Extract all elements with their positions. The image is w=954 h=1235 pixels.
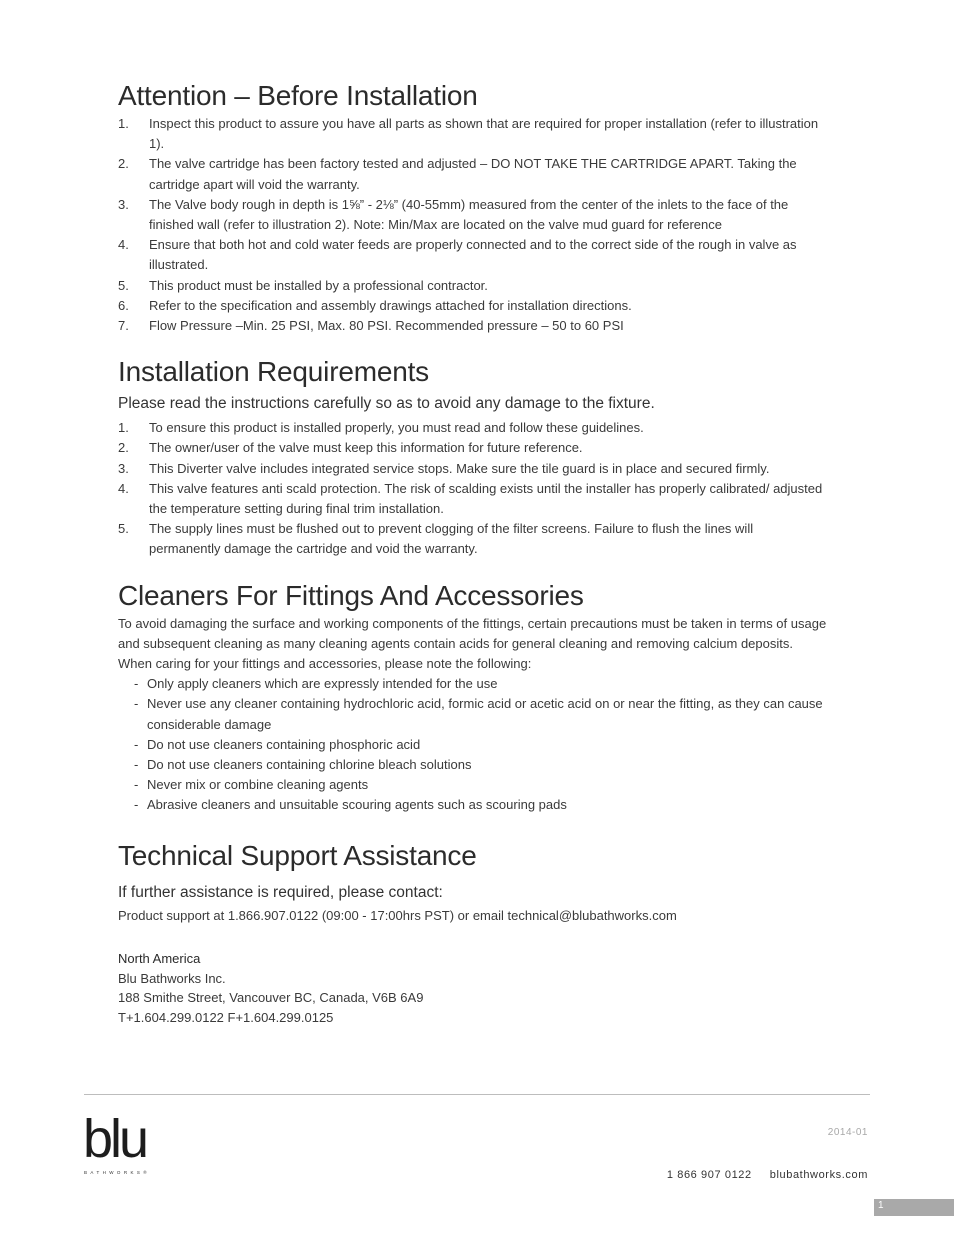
support-heading: Technical Support Assistance [118, 839, 477, 871]
list-item: 1. To ensure this product is installed properly, you must read and follow these guidelines. [118, 420, 644, 436]
list-item: - Do not use cleaners containing phosphoric acid [134, 736, 421, 752]
logo-subtitle: BATHWORKS® [84, 1170, 150, 1175]
support-lead: If further assistance is required, please contact: [118, 883, 443, 901]
list-item: 2. The owner/user of the valve must keep this information for future reference. [118, 440, 583, 456]
cleaners-list [118, 674, 828, 815]
list-item: 1. Inspect this product to assure you have all parts as shown that are required for proper installation (refer to illustration 1). [118, 116, 819, 152]
footer-phone: 1 866 907 0122 [666, 1169, 752, 1181]
requirements-heading: Installation Requirements [118, 356, 429, 388]
list-item: - Only apply cleaners which are expressly intended for the use [134, 676, 498, 692]
attention-list [118, 114, 828, 336]
page-number-tab [874, 1199, 954, 1216]
document-date: 2014-01 [827, 1127, 868, 1138]
logo-wordmark: blu [83, 1109, 147, 1169]
list-item: 3. This Diverter valve includes integrated service stops. Make sure the tile guard is in place and secured firmly. [118, 460, 770, 476]
address-region: North America [118, 951, 201, 967]
document-body [118, 78, 828, 1027]
list-item: 5. This product must be installed by a professional contractor. [118, 277, 488, 293]
support-contact-line: Product support at 1.866.907.0122 (09:00 - 17:00hrs PST) or email technical@blubathworks.com [118, 907, 677, 923]
attention-heading: Attention – Before Installation [118, 80, 478, 111]
cleaners-intro: To avoid damaging the surface and working components of the fittings, certain precautions must be taken in terms of usage and subsequent cleaning as many cleaning agents contain acids for general cleaning and removing calcium deposits. When caring for your fittings and accessories, please note the following: [118, 615, 827, 672]
support-section [118, 838, 828, 1028]
list-item: - Abrasive cleaners and unsuitable scouring agents such as scouring pads [134, 797, 567, 813]
footer-contact [667, 1169, 868, 1181]
blu-logo [83, 1109, 165, 1182]
address-block [118, 949, 828, 1027]
requirements-section [118, 354, 828, 559]
address-phones: T+1.604.299.0122 F+1.604.299.0125 [118, 1009, 334, 1025]
list-item: - Never use any cleaner containing hydrochloric acid, formic acid or acetic acid on or near the fitting, as they can cause considerable damage [134, 696, 823, 732]
address-street: 188 Smithe Street, Vancouver BC, Canada, V6B 6A9 [118, 990, 424, 1006]
page-number: 1 [878, 1200, 884, 1211]
footer-divider [84, 1094, 870, 1095]
list-item: - Never mix or combine cleaning agents [134, 777, 369, 793]
address-company: Blu Bathworks Inc. [118, 970, 226, 986]
list-item: 7. Flow Pressure –Min. 25 PSI, Max. 80 PSI. Recommended pressure – 50 to 60 PSI [118, 318, 624, 334]
requirements-lead: Please read the instructions carefully so as to avoid any damage to the fixture. [118, 395, 655, 413]
list-item: 2. The valve cartridge has been factory tested and adjusted – DO NOT TAKE THE CARTRIDGE APART. Taking the cartridge apart will void the warranty. [118, 156, 797, 192]
footer-website[interactable]: blubathworks.com [769, 1169, 868, 1181]
requirements-list [118, 418, 828, 559]
cleaners-section [118, 578, 828, 816]
attention-section [118, 78, 828, 336]
list-item: 3. The Valve body rough in depth is 1⅝” - 2⅛” (40-55mm) measured from the center of the inlets to the face of the finished wall (refer to illustration 2). Note: Min/Max are located on the valve mud guard for reference [118, 196, 789, 233]
list-item: 6. Refer to the specification and assembly drawings attached for installation directions. [118, 297, 632, 313]
list-item: - Do not use cleaners containing chlorine bleach solutions [134, 757, 472, 773]
list-item: 5. The supply lines must be flushed out to prevent clogging of the filter screens. Failure to flush the lines will permanently damage the cartridge and void the warranty. [118, 521, 754, 557]
list-item: 4. Ensure that both hot and cold water feeds are properly connected and to the correct side of the rough in valve as illustrated. [118, 237, 797, 273]
list-item: 4. This valve features anti scald protection. The risk of scalding exists until the installer has properly calibrated/ adjusted the temperature setting during final trim installation. [118, 480, 823, 517]
cleaners-heading: Cleaners For Fittings And Accessories [118, 579, 584, 611]
